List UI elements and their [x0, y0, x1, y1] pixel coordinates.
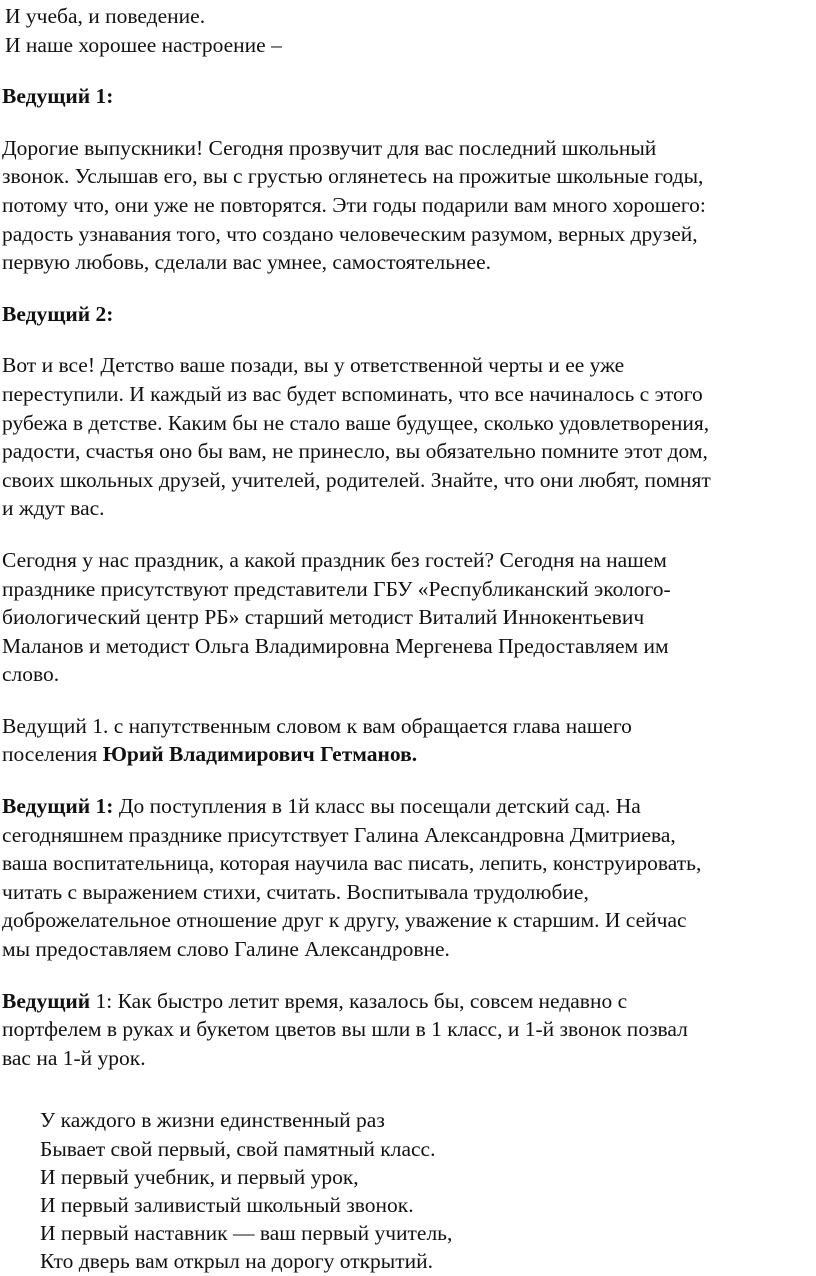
spacer — [2, 328, 816, 351]
paragraph-line: Сегодня у нас праздник, а какой праздник без гостей? Сегодня на нашем — [2, 547, 667, 572]
paragraph-line — [2, 987, 816, 1016]
paragraph-line: портфелем в руках и букетом цветов вы шли в 1 класс, и 1-й звонок позвал — [2, 1017, 688, 1042]
paragraph-line: Ведущий 1. с напутственным словом к вам обращается глава нашего — [2, 713, 632, 738]
paragraph-line: своих школьных друзей, учителей, родителей. Знайте, что они любят, помнят — [2, 467, 711, 492]
section-time-flies — [2, 987, 816, 1073]
spacer — [2, 964, 816, 987]
paragraph-line: радость узнавания того, что создано человеческим разумом, верных друзей, — [2, 221, 698, 246]
verse-line: И наше хорошее настроение – — [5, 32, 282, 57]
intro-verse — [2, 2, 816, 59]
poem-line: И первый учебник, и первый урок, — [40, 1164, 359, 1189]
paragraph-line: радости, счастья оно бы вам, не принесло, вы обязательно помните этот дом, — [2, 439, 708, 464]
spacer — [2, 1072, 816, 1106]
paragraph-line: и ждут вас. — [2, 496, 105, 521]
speaker-label: Ведущий 1: — [2, 794, 114, 819]
paragraph-line: доброжелательное отношение друг к другу, уважение к старшим. И сейчас — [2, 908, 687, 933]
paragraph-line: празднике присутствуют представители ГБУ «Республиканский эколого- — [2, 576, 671, 601]
text-run: 1: Как быстро летит время, казалось бы, совсем недавно с — [90, 988, 628, 1013]
spacer — [2, 277, 816, 300]
paragraph-line: первую любовь, сделали вас умнее, самостоятельнее. — [2, 250, 491, 275]
spacer — [2, 689, 816, 712]
guest-name: Юрий Владимирович Гетманов. — [102, 742, 418, 767]
spacer — [2, 111, 816, 134]
paragraph-line: ваша воспитательница, которая научила вас писать, лепить, конструировать, — [2, 851, 702, 876]
poem-line: У каждого в жизни единственный раз — [40, 1108, 385, 1133]
paragraph-line: биологический центр РБ» старший методист Виталий Иннокентьевич — [2, 605, 645, 630]
paragraph-line: потому что, они уже не повторятся. Эти годы подарили вам много хорошего: — [2, 192, 706, 217]
paragraph-line — [2, 792, 816, 821]
paragraph-line: Вот и все! Детство ваше позади, вы у ответственной черты и ее уже — [2, 353, 625, 378]
paragraph-line: звонок. Услышав его, вы с грустью оглянетесь на прожитые школьные годы, — [2, 164, 704, 189]
paragraph-line: Маланов и методист Ольга Владимировна Мергенева Предоставляем им — [2, 633, 669, 658]
paragraph-line: рубежа в детстве. Каким бы не стало ваше будущее, сколько удовлетворения, — [2, 410, 710, 435]
speaker-heading: Ведущий 2: — [2, 301, 114, 326]
paragraph-line: переступили. И каждый из вас будет вспоминать, что все начиналось с этого — [2, 381, 703, 406]
paragraph-line: вас на 1-й урок. — [2, 1045, 146, 1070]
section-host1-farewell — [2, 82, 816, 277]
poem-line: Кто дверь вам открыл на дорогу открытий. — [40, 1249, 434, 1274]
paragraph-line: читать с выражением стихи, считать. Воспитывала трудолюбие, — [2, 879, 589, 904]
poem-line: И первый наставник — ваш первый учитель, — [40, 1221, 453, 1246]
spacer — [2, 523, 816, 546]
spacer — [2, 769, 816, 792]
section-guests — [2, 546, 816, 689]
speaker-heading: Ведущий 1: — [2, 84, 114, 109]
text-run: До поступления в 1й класс вы посещали детский сад. На — [113, 794, 641, 819]
paragraph-line: мы предоставляем слово Галине Александровне. — [2, 937, 450, 962]
verse-line: И учеба, и поведение. — [5, 4, 206, 28]
poem-line: Бывает свой первый, свой памятный класс. — [40, 1136, 436, 1161]
speaker-label: Ведущий — [2, 988, 91, 1013]
section-host2-childhood — [2, 300, 816, 523]
text-run: поселения — [2, 742, 103, 767]
paragraph-line: Дорогие выпускники! Сегодня прозвучит для вас последний школьный — [2, 135, 657, 160]
paragraph-line: сегодняшнем празднике присутствует Галина Александровна Дмитриева, — [2, 822, 676, 847]
spacer — [2, 59, 816, 82]
paragraph-line: слово. — [2, 662, 60, 687]
poem-line: И первый заливистый школьный звонок. — [40, 1193, 414, 1218]
paragraph-line — [2, 740, 816, 769]
section-kindergarten — [2, 792, 816, 964]
section-head-of-settlement — [2, 712, 816, 769]
poem — [2, 1106, 816, 1275]
